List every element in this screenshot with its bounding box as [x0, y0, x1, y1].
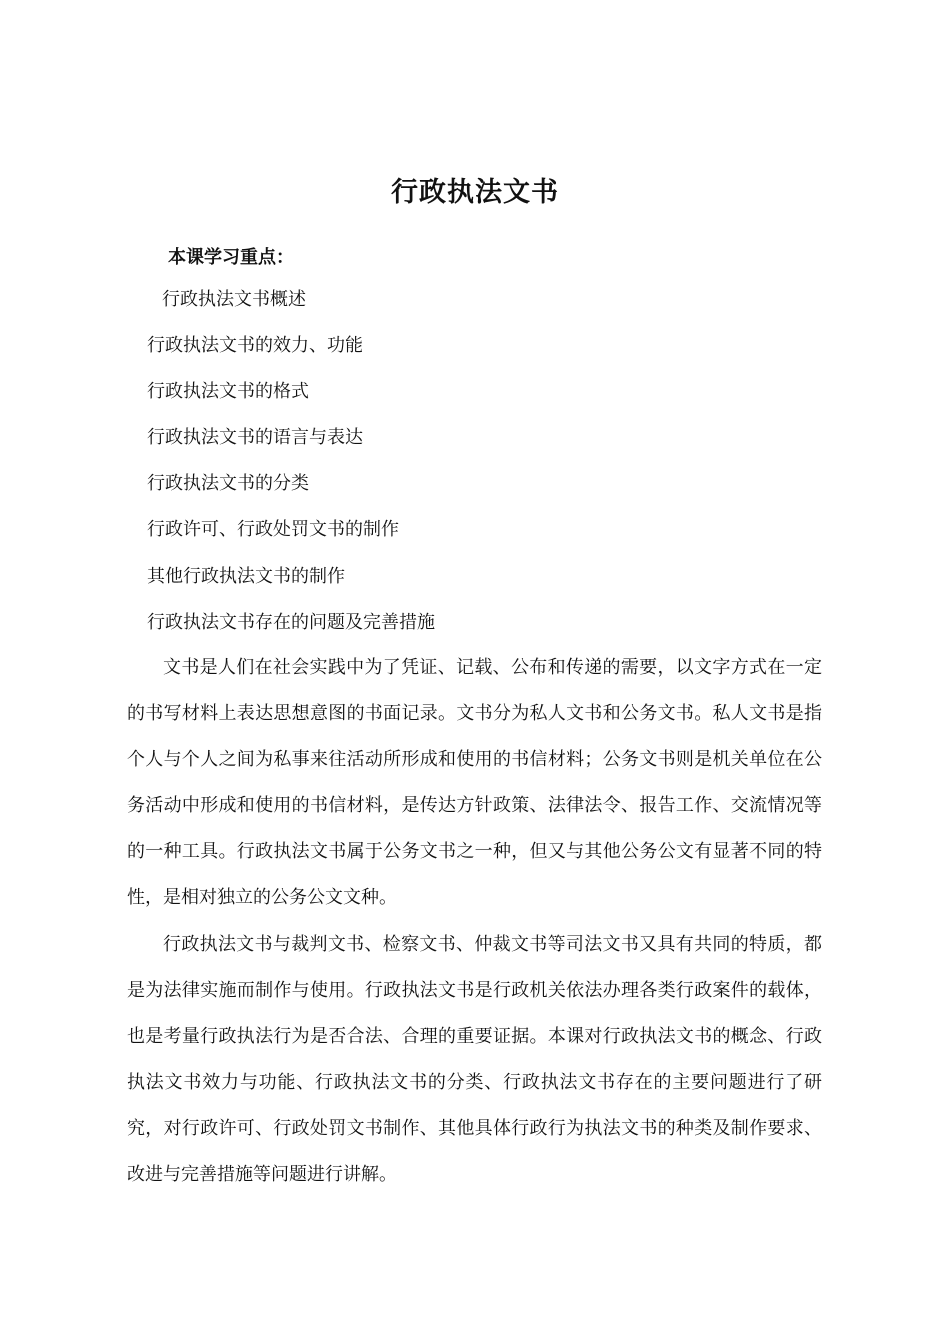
outline-item: 行政执法文书的分类	[147, 473, 309, 494]
focus-heading: 本课学习重点：	[168, 247, 294, 268]
outline-item: 行政执法文书概述	[162, 289, 306, 310]
body-paragraph: 行政执法文书与裁判文书、检察文书、仲裁文书等司法文书又具有共同的特质，都是为法律实施而制作与使用。行政执法文书是行政机关依法办理各类行政案件的载体，也是考量行政执法行为是否合法、合理的重要证据。本课对行政执法文书的概念、行政执法文书效力与功能、行政执法文书的分类、行政执法文书存在的主要问题进行了研究，对行政许可、行政处罚文书制作、其他具体行政行为执法文书的种类及制作要求、改进与完善措施等问题进行讲解。	[127, 934, 822, 1185]
body-paragraph: 文书是人们在社会实践中为了凭证、记载、公布和传递的需要，以文字方式在一定的书写材料上表达思想意图的书面记录。文书分为私人文书和公务文书。私人文书是指个人与个人之间为私事来往活动所形成和使用的书信材料；公务文书则是机关单位在公务活动中形成和使用的书信材料，是传达方针政策、法律法令、报告工作、交流情况等的一种工具。行政执法文书属于公务文书之一种，但又与其他公务公文有显著不同的特性，是相对独立的公务公文文种。	[127, 657, 822, 908]
outline-item: 其他行政执法文书的制作	[147, 566, 345, 587]
outline-item: 行政执法文书的格式	[147, 381, 309, 402]
outline-item: 行政许可、行政处罚文书的制作	[147, 519, 399, 540]
document-title: 行政执法文书	[391, 177, 559, 208]
outline-item: 行政执法文书的语言与表达	[147, 427, 363, 448]
outline-item: 行政执法文书存在的问题及完善措施	[147, 612, 435, 633]
outline-item: 行政执法文书的效力、功能	[147, 335, 363, 356]
